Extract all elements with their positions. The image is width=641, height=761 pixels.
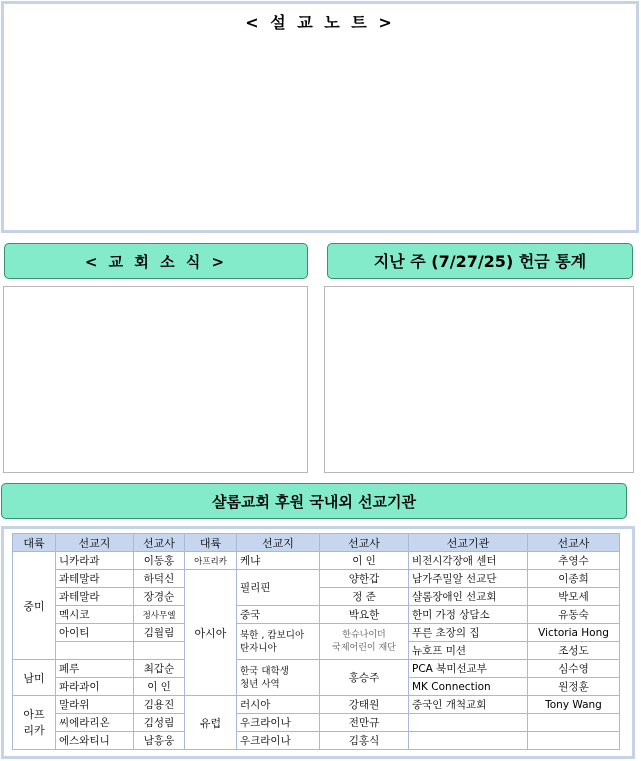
organization-cell: 남가주밀알 선교단 [409,570,528,588]
field-cell: 니카라과 [56,552,134,570]
missionary-cell: 조성도 [528,642,620,660]
missions-header: 샬롬교회 후원 국내외 선교기관 [1,483,627,519]
header-continent: 대륙 [185,534,237,552]
empty-cell [409,714,528,732]
field-cell: 과테말라 [56,588,134,606]
header-field: 선교지 [237,534,320,552]
missionary-cell: 심수영 [528,660,620,678]
table-row [13,570,620,588]
table-row [13,714,620,732]
field-cell: 에스와티니 [56,732,134,750]
offering-stats-header: 지난 주 (7/27/25) 헌금 통계 [327,243,633,279]
header-continent: 대륙 [13,534,56,552]
header-missionary: 선교사 [528,534,620,552]
empty-cell [528,732,620,750]
missionary-cell: Tony Wang [528,696,620,714]
field-cell: 케냐 [237,552,320,570]
missionary-cell: 박요한 [320,606,409,624]
table-row [13,624,620,642]
field-cell: 과테말라 [56,570,134,588]
organization-cell: 중국인 개척교회 [409,696,528,714]
organization-cell: PCA 북미선교부 [409,660,528,678]
empty-cell [409,732,528,750]
table-row [13,696,620,714]
missionary-cell: 남흥웅 [134,732,185,750]
table-header-row [13,534,620,552]
missionary-cell: 전만규 [320,714,409,732]
missionary-cell: 이 인 [320,552,409,570]
region-south-america: 남미 [13,660,56,696]
field-cell: 페루 [56,660,134,678]
table-row [13,732,620,750]
field-cell: 북한 , 캄보디아 탄자니아 [237,624,320,660]
missionary-cell: 추영수 [528,552,620,570]
missionary-cell: 정 준 [320,588,409,606]
region-central-america: 중미 [13,552,56,660]
missionary-cell: 김용진 [134,696,185,714]
missionary-cell: 이동홍 [134,552,185,570]
field-cell: 러시아 [237,696,320,714]
organization-cell: 뉴호프 미션 [409,642,528,660]
missionary-cell: Victoria Hong [528,624,620,642]
missionary-cell: 이종희 [528,570,620,588]
missionary-cell: 이 인 [134,678,185,696]
organization-cell: 푸른 초장의 집 [409,624,528,642]
missionary-cell: 원정훈 [528,678,620,696]
header-missionary: 선교사 [134,534,185,552]
missionary-cell: 김성림 [134,714,185,732]
table-row [13,552,620,570]
header-organization: 선교기관 [409,534,528,552]
field-cell: 한국 대학생 청년 사역 [237,660,320,696]
header-field: 선교지 [56,534,134,552]
church-news-panel [3,286,308,473]
organization-cell: 비전시각장애 센터 [409,552,528,570]
region-asia: 아시아 [185,570,237,696]
region-europe: 유럽 [185,696,237,750]
header-missionary: 선교사 [320,534,409,552]
missionary-cell: 김월림 [134,624,185,642]
empty-cell [528,714,620,732]
missionary-cell: 홍승주 [320,660,409,696]
organization-cell: 한미 가정 상담소 [409,606,528,624]
sermon-note-title: < 설 교 노 트 > [245,13,395,32]
missionary-cell: 유동숙 [528,606,620,624]
missionary-cell: 김홍식 [320,732,409,750]
missionary-cell: 최갑순 [134,660,185,678]
field-cell: 파라과이 [56,678,134,696]
organization-cell: MK Connection [409,678,528,696]
field-cell: 멕시코 [56,606,134,624]
sermon-note-box [1,1,639,233]
missionary-cell: 양한갑 [320,570,409,588]
field-cell: 중국 [237,606,320,624]
field-cell: 우크라이나 [237,714,320,732]
table-row [13,606,620,624]
field-cell: 우크라이나 [237,732,320,750]
missions-table [12,533,620,750]
missionary-cell: 정사무엘 [134,606,185,624]
field-cell [56,642,134,660]
missionary-cell: 강태원 [320,696,409,714]
church-news-header: < 교 회 소 식 > [4,243,308,279]
missionary-cell: 장경순 [134,588,185,606]
table-row [13,660,620,678]
field-cell: 말라위 [56,696,134,714]
field-cell: 아이티 [56,624,134,642]
offering-stats-panel [324,286,634,473]
missionary-cell: 하덕신 [134,570,185,588]
missionary-cell: 박모세 [528,588,620,606]
field-cell: 필리핀 [237,570,320,606]
organization-cell: 샬롬장애인 선교회 [409,588,528,606]
missionary-cell [134,642,185,660]
region-africa-small: 아프리카 [185,552,237,570]
missionary-cell: 한슈나이더 국제어린이 재단 [320,624,409,660]
field-cell: 씨에라리온 [56,714,134,732]
region-africa: 아프 리카 [13,696,56,750]
